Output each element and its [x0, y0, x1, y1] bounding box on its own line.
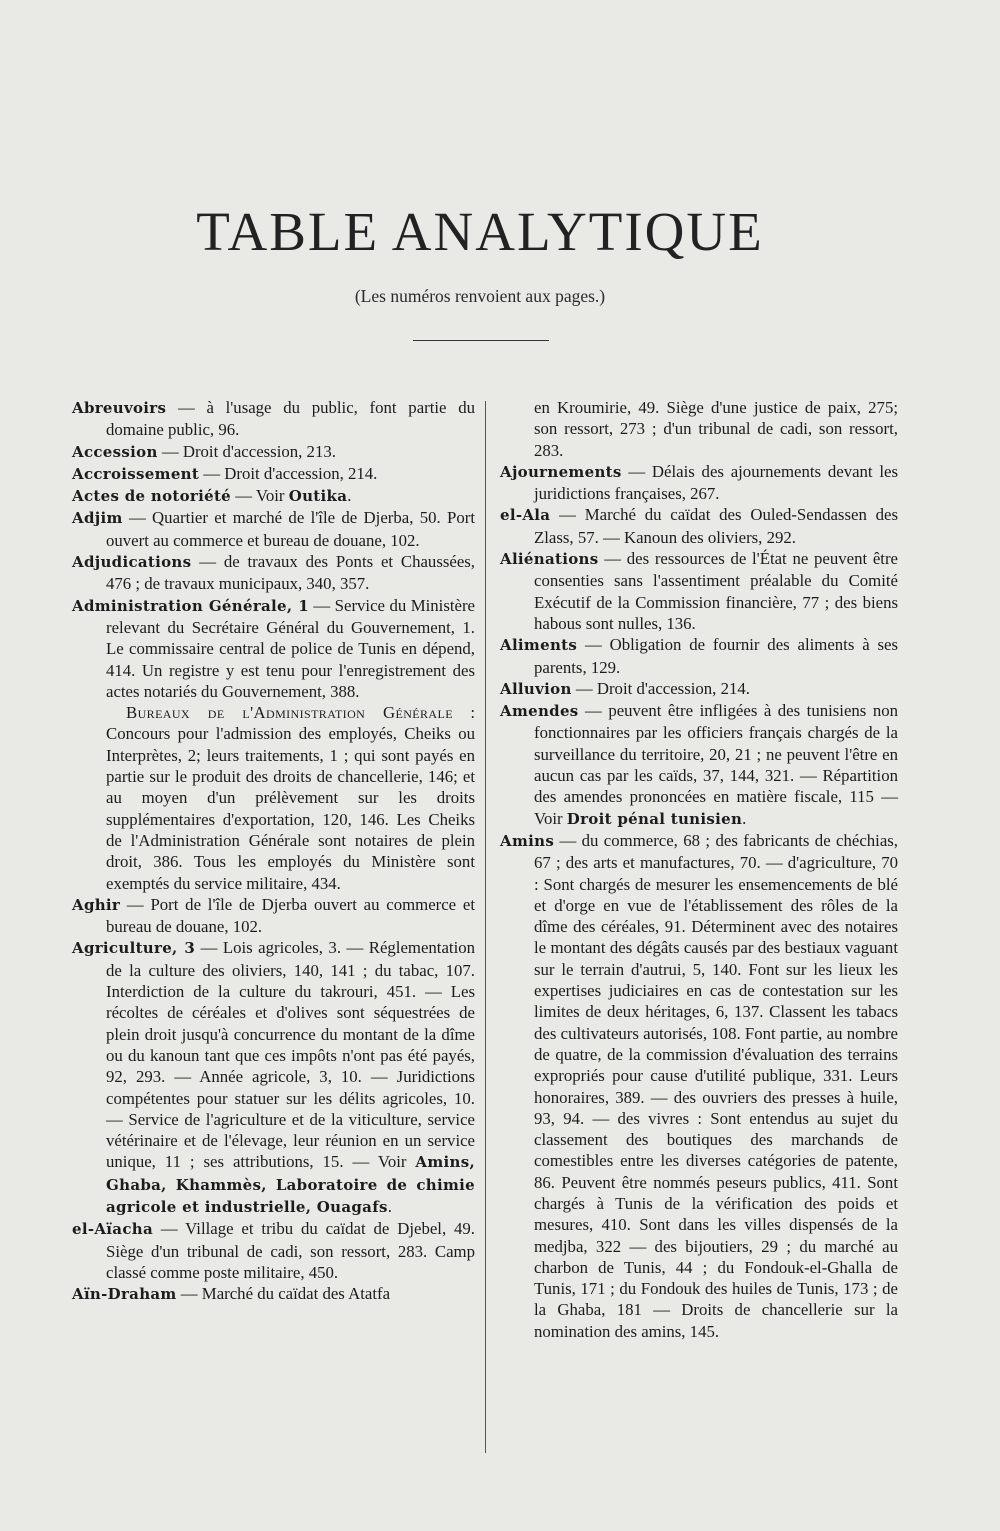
cross-reference: Outika — [288, 487, 348, 506]
page-title: TABLE ANALYTIQUE — [196, 201, 764, 262]
index-entry — [72, 937, 475, 1218]
entry-text: — Service du Ministère relevant du Secrétaire Général du Gouvernement, 1. Le commissaire central de police de Tunis en dépend, 414. Un registre y est tenu pour l'enregistrement des actes notariés du Gouvernement, 388. — [106, 595, 476, 701]
entry-headword: Aghir — [72, 895, 121, 914]
entry-headword: Amendes — [500, 702, 579, 721]
entry-headword: Abreuvoirs — [72, 399, 167, 417]
column-divider — [485, 401, 486, 1453]
index-entry — [72, 894, 475, 938]
index-entry — [72, 551, 475, 595]
index-entry — [500, 548, 898, 634]
index-entry — [72, 1218, 475, 1283]
index-entry — [500, 504, 898, 548]
entry-headword: Alluvion — [500, 679, 572, 698]
cross-reference: Droit pénal tunisien — [566, 809, 743, 828]
entry-text: — de travaux des Ponts et Chaussées, 476 ; de travaux municipaux, 340, 357. — [106, 552, 475, 594]
index-entry — [72, 595, 475, 702]
index-entry — [500, 397, 898, 461]
index-entry — [500, 678, 898, 700]
entry-headword: Actes de notoriété — [72, 487, 232, 506]
entry-tail: . — [387, 1196, 392, 1216]
index-entry — [72, 463, 475, 485]
index-entry — [500, 700, 898, 830]
entry-text: — Port de l'île de Djerba ouvert au commerce et bureau de douane, 102. — [106, 894, 475, 937]
entry-text: — Village et tribu du caïdat de Djebel, 49. Siège d'un tribunal de cadi, son ressort, 283. Camp classé comme poste militaire, 450. — [106, 1219, 475, 1282]
entry-headword: Accroissement — [72, 464, 200, 483]
entry-text: : Concours pour l'admission des employés, Cheiks ou Interprètes, 2; leurs traitements, 1 ; qui sont payés en partie sur le produit des droits de chancellerie, 146; et au moyen d'un prélèvement sur les droits supplémentaires d'exportation, 120, 146. Les Cheiks de l'Administration Générale sont notaires de plein droit, 386. Tous les employés du Ministère sont exemptés du service militaire, 434. — [106, 703, 476, 893]
index-entry — [72, 441, 475, 463]
entry-tail: . — [742, 808, 747, 828]
entry-text: — du commerce, 68 ; des fabricants de chéchias, 67 ; des arts et manufactures, 70. — d'agriculture, 70 : Sont chargés de mesurer les ensemencements de blé et d'orge en vue de l'établissement des rôles de la dîme des céréales, 91. Déterminent avec des notaires le montant des dégâts causés par des bestiaux vaguant sur le terrain d'autrui, 5, 140. Font sur les lieux les expertises judiciaires en cas de contestation sur les limites de deux héritages, 6, 137. Classent les tabacs des cultivateurs autorisés, 108. Font partie, au nombre de quatre, de la commission d'évaluation des terrains expropriés pour cause d'utilité publique, 331. Leurs honoraires, 389. — des ouvriers des presses à huile, 93, 94. — des vivres : Sont entendus au sujet du classement des boutiques des marchands de comestibles entre les diverses catégories de patente, 86. Peuvent être nommés peseurs publics, 411. Sont chargés à Tunis de la vérification des poids et mesures, 410. Sont dans les villes dispensés de la medjba, 322 — des bijoutiers, 29 ; du marché au charbon de Tunis, 44 ; du Fondouk-el-Ghalla de Tunis, 171 ; du Fondouk des huiles de Tunis, 173 ; de la Ghaba, 181 — Droits de chancellerie sur la nomination des amins, 145. — [534, 830, 898, 1341]
entry-text: — peuvent être infligées à des tunisiens non fonctionnaires par les officiers français chargés de la surveillance du territoire, 20, 21 ; ne peuvent l'être en aucun cas par les caïds, 37, 144, 321. — Répartition des amendes prononcées en matière fiscale, 115 — Voir — [534, 701, 898, 828]
entry-headword: Aliénations — [500, 550, 599, 569]
entry-text: — Droit d'accession, 213. — [157, 441, 336, 461]
subheading: Bureaux de l'Administration Générale — [126, 703, 453, 723]
entry-text: — Droit d'accession, 214. — [199, 463, 378, 483]
entry-headword: Agriculture, 3 — [72, 939, 196, 958]
entry-headword: el-Aïacha — [72, 1220, 153, 1239]
entry-text: — Quartier et marché de l'île de Djerba, 50. Port ouvert au commerce et bureau de douane, 102. — [106, 508, 475, 550]
entry-text: — Droit d'accession, 214. — [571, 678, 750, 698]
entry-text: — Voir — [231, 486, 289, 506]
page-subtitle: (Les numéros renvoient aux pages.) — [354, 286, 606, 306]
index-entry — [72, 485, 475, 507]
entry-text: — des ressources de l'État ne peuvent être consenties sans l'assentiment préalable du Comité Exécutif de la Commission financière, 77 ; des biens habous sont nulles, 136. — [534, 549, 898, 633]
index-entry — [500, 461, 898, 505]
entry-headword: Amins — [500, 831, 555, 850]
entry-continuation: en Kroumirie, 49. Siège d'une justice de paix, 275; son ressort, 273 ; d'un tribunal de cadi, son ressort, 283. — [534, 398, 898, 460]
title-rule — [413, 340, 549, 341]
index-entry — [500, 634, 898, 678]
entry-headword: Administration Générale, 1 — [72, 596, 309, 615]
left-column — [72, 397, 475, 1305]
entry-headword: Adjudications — [72, 553, 192, 572]
entry-text: — Marché du caïdat des Atatfa — [176, 1284, 391, 1304]
entry-text: — Lois agricoles, 3. — Réglementation de la culture des oliviers, 140, 141 ; du tabac, 107. Interdiction de la culture du takrouri, 451. — Les récoltes de céréales et d'olives sont séquestrées de plein droit jusqu'à concurrence du montant de la dîme ou du kanoun tant que ces impôts n'ont pas été payés, 92, 293. — Année agricole, 3, 10. — Juridictions compétentes pour statuer sur les délits agricoles, 10. — Service de l'agriculture et de la viticulture, service vétérinaire et de l'élevage, leur réunion en un service unique, 11 ; ses attributions, 15. — Voir — [106, 938, 476, 1172]
index-entry — [500, 830, 898, 1342]
entry-tail: . — [347, 486, 352, 506]
entry-headword: Aliments — [500, 636, 578, 655]
index-entry — [72, 507, 475, 551]
index-entry — [72, 397, 475, 441]
right-column — [500, 397, 898, 1342]
index-entry — [72, 1283, 475, 1305]
entry-text: — Obligation de fournir des aliments à ses parents, 129. — [534, 635, 898, 677]
entry-text: — Délais des ajournements devant les juridictions françaises, 267. — [534, 461, 898, 504]
index-entry — [72, 702, 475, 894]
entry-text: — Marché du caïdat des Ouled-Sendassen des Zlass, 57. — Kanoun des oliviers, 292. — [534, 505, 898, 547]
entry-headword: Adjim — [72, 509, 123, 528]
entry-headword: Ajournements — [500, 462, 622, 481]
entry-headword: Aïn-Draham — [72, 1285, 177, 1304]
entry-headword: el-Ala — [500, 506, 551, 525]
entry-text: — à l'usage du public, font partie du domaine public, 96. — [106, 398, 475, 440]
cross-reference: Amins, Ghaba, Khammès, Laboratoire de chimie agricole et industrielle, Ouagafs — [106, 1153, 475, 1216]
entry-headword: Accession — [72, 442, 158, 461]
